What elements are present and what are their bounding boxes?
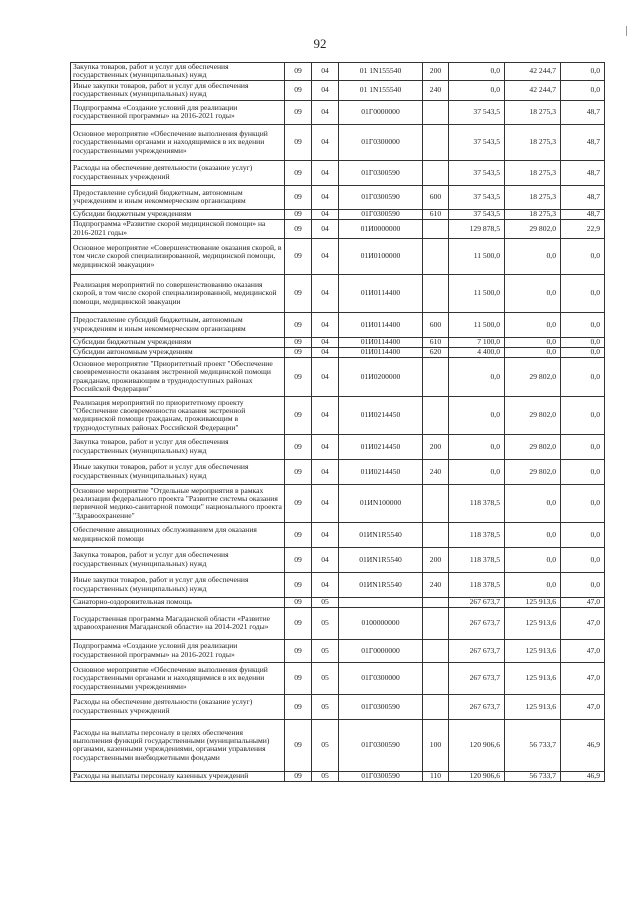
section-code: 09 bbox=[285, 160, 312, 185]
row-description: Основное мероприятие "Приоритетный проект "Обеспечение своевременности оказания экстренной медицинской помощи гражданам, проживающим в труднодоступных районах Российской Федерации" bbox=[71, 357, 285, 396]
row-description: Расходы на выплаты персоналу казенных учреждений bbox=[71, 771, 285, 781]
table-row bbox=[71, 597, 605, 607]
expense-type-code: 240 bbox=[423, 572, 449, 597]
execution-percent: 48,7 bbox=[561, 124, 605, 160]
expense-type-code bbox=[423, 357, 449, 396]
section-code: 09 bbox=[285, 771, 312, 781]
amount-executed: 29 802,0 bbox=[505, 219, 561, 238]
subsection-code: 04 bbox=[312, 100, 339, 124]
execution-percent: 48,7 bbox=[561, 185, 605, 209]
table-row bbox=[71, 522, 605, 547]
amount-executed: 125 913,6 bbox=[505, 662, 561, 694]
subsection-code: 04 bbox=[312, 124, 339, 160]
execution-percent: 0,0 bbox=[561, 459, 605, 484]
section-code: 09 bbox=[285, 219, 312, 238]
execution-percent: 0,0 bbox=[561, 547, 605, 572]
row-description: Иные закупки товаров, работ и услуг для обеспечения государственных (муниципальных) нужд bbox=[71, 572, 285, 597]
row-description: Подпрограмма «Создание условий для реализации государственной программы» на 2016-2021 годы» bbox=[71, 639, 285, 662]
amount-executed: 56 733,7 bbox=[505, 719, 561, 771]
target-item-code: 01 1N155540 bbox=[339, 80, 423, 100]
section-code: 09 bbox=[285, 357, 312, 396]
row-description: Иные закупки товаров, работ и услуг для обеспечения государственных (муниципальных) нужд bbox=[71, 80, 285, 100]
table-row bbox=[71, 484, 605, 522]
expense-type-code: 200 bbox=[423, 547, 449, 572]
table-row bbox=[71, 662, 605, 694]
amount-plan: 118 378,5 bbox=[449, 572, 505, 597]
row-description: Реализация мероприятий по совершенствованию оказания скорой, в том числе скорой специализированной, медицинской помощи, медицинской эвакуации bbox=[71, 274, 285, 312]
execution-percent: 0,0 bbox=[561, 396, 605, 434]
execution-percent: 0,0 bbox=[561, 484, 605, 522]
subsection-code: 04 bbox=[312, 312, 339, 337]
target-item-code: 01И0214450 bbox=[339, 459, 423, 484]
row-description: Предоставление субсидий бюджетным, автономным учреждениям и иным некоммерческим организациям bbox=[71, 312, 285, 337]
budget-table bbox=[70, 62, 605, 782]
section-code: 09 bbox=[285, 100, 312, 124]
execution-percent: 0,0 bbox=[561, 274, 605, 312]
table-body bbox=[71, 63, 605, 782]
expense-type-code: 620 bbox=[423, 347, 449, 357]
expense-type-code bbox=[423, 522, 449, 547]
amount-executed: 18 275,3 bbox=[505, 209, 561, 219]
amount-plan: 11 500,0 bbox=[449, 238, 505, 274]
section-code: 09 bbox=[285, 337, 312, 347]
subsection-code: 04 bbox=[312, 160, 339, 185]
row-description: Иные закупки товаров, работ и услуг для обеспечения государственных (муниципальных) нужд bbox=[71, 459, 285, 484]
row-description: Основное мероприятие «Обеспечение выполнения функций государственными органами и находящимися в их ведении государственными учреждениями» bbox=[71, 124, 285, 160]
amount-executed: 18 275,3 bbox=[505, 160, 561, 185]
execution-percent: 47,0 bbox=[561, 639, 605, 662]
amount-plan: 267 673,7 bbox=[449, 662, 505, 694]
subsection-code: 05 bbox=[312, 639, 339, 662]
section-code: 09 bbox=[285, 347, 312, 357]
section-code: 09 bbox=[285, 694, 312, 719]
table-row bbox=[71, 160, 605, 185]
expense-type-code bbox=[423, 396, 449, 434]
expense-type-code bbox=[423, 694, 449, 719]
target-item-code: 01Г0300000 bbox=[339, 662, 423, 694]
amount-plan: 0,0 bbox=[449, 357, 505, 396]
row-description: Подпрограмма «Развитие скорой медицинской помощи» на 2016-2021 годы» bbox=[71, 219, 285, 238]
target-item-code: 01Г0300590 bbox=[339, 694, 423, 719]
amount-plan: 118 378,5 bbox=[449, 547, 505, 572]
section-code: 09 bbox=[285, 547, 312, 572]
expense-type-code: 240 bbox=[423, 459, 449, 484]
subsection-code: 04 bbox=[312, 185, 339, 209]
section-code: 09 bbox=[285, 522, 312, 547]
target-item-code: 01И0214450 bbox=[339, 396, 423, 434]
subsection-code: 04 bbox=[312, 337, 339, 347]
subsection-code: 05 bbox=[312, 771, 339, 781]
amount-executed: 125 913,6 bbox=[505, 639, 561, 662]
row-description: Основное мероприятие «Совершенствование оказания скорой, в том числе скорой специализированной, медицинской помощи, медицинской эвакуации» bbox=[71, 238, 285, 274]
row-description: Субсидии автономным учреждениям bbox=[71, 347, 285, 357]
table-row bbox=[71, 459, 605, 484]
table-row bbox=[71, 396, 605, 434]
row-description: Закупка товаров, работ и услуг для обеспечения государственных (муниципальных) нужд bbox=[71, 547, 285, 572]
target-item-code: 01И0114400 bbox=[339, 347, 423, 357]
section-code: 09 bbox=[285, 209, 312, 219]
target-item-code: 01Г0300590 bbox=[339, 209, 423, 219]
target-item-code: 01ИN1R5540 bbox=[339, 522, 423, 547]
table-row bbox=[71, 639, 605, 662]
table-row bbox=[71, 209, 605, 219]
amount-plan: 129 878,5 bbox=[449, 219, 505, 238]
table-row bbox=[71, 312, 605, 337]
amount-executed: 29 802,0 bbox=[505, 459, 561, 484]
expense-type-code: 200 bbox=[423, 434, 449, 459]
row-description: Санаторно-оздоровительная помощь bbox=[71, 597, 285, 607]
amount-executed: 0,0 bbox=[505, 274, 561, 312]
expense-type-code: 610 bbox=[423, 337, 449, 347]
row-description: Обеспечение авиационных обслуживанием для оказания медицинской помощи bbox=[71, 522, 285, 547]
amount-executed: 42 244,7 bbox=[505, 80, 561, 100]
table-row bbox=[71, 100, 605, 124]
section-code: 09 bbox=[285, 274, 312, 312]
expense-type-code bbox=[423, 274, 449, 312]
amount-executed: 0,0 bbox=[505, 547, 561, 572]
amount-executed: 29 802,0 bbox=[505, 357, 561, 396]
section-code: 09 bbox=[285, 459, 312, 484]
amount-plan: 118 378,5 bbox=[449, 484, 505, 522]
amount-plan: 0,0 bbox=[449, 63, 505, 81]
row-description: Основное мероприятие «Обеспечение выполнения функций государственными органами и находящимися в их ведении государственными учреждениями» bbox=[71, 662, 285, 694]
section-code: 09 bbox=[285, 607, 312, 639]
amount-plan: 120 906,6 bbox=[449, 719, 505, 771]
target-item-code: 01Г0300590 bbox=[339, 185, 423, 209]
expense-type-code bbox=[423, 607, 449, 639]
subsection-code: 05 bbox=[312, 719, 339, 771]
execution-percent: 0,0 bbox=[561, 572, 605, 597]
amount-plan: 0,0 bbox=[449, 459, 505, 484]
execution-percent: 47,0 bbox=[561, 607, 605, 639]
page-number: 92 bbox=[313, 36, 327, 51]
target-item-code: 01Г0300590 bbox=[339, 160, 423, 185]
amount-executed: 18 275,3 bbox=[505, 100, 561, 124]
amount-plan: 4 400,0 bbox=[449, 347, 505, 357]
execution-percent: 0,0 bbox=[561, 312, 605, 337]
target-item-code: 01Г0000000 bbox=[339, 100, 423, 124]
expense-type-code bbox=[423, 100, 449, 124]
section-code: 09 bbox=[285, 572, 312, 597]
target-item-code: 01И0100000 bbox=[339, 238, 423, 274]
table-row bbox=[71, 719, 605, 771]
expense-type-code bbox=[423, 662, 449, 694]
subsection-code: 04 bbox=[312, 209, 339, 219]
execution-percent: 0,0 bbox=[561, 434, 605, 459]
section-code: 09 bbox=[285, 719, 312, 771]
subsection-code: 04 bbox=[312, 238, 339, 274]
expense-type-code bbox=[423, 484, 449, 522]
target-item-code: 01И0114400 bbox=[339, 312, 423, 337]
section-code: 09 bbox=[285, 434, 312, 459]
table-row bbox=[71, 274, 605, 312]
amount-plan: 37 543,5 bbox=[449, 124, 505, 160]
target-item-code: 01Г0300000 bbox=[339, 124, 423, 160]
table-row bbox=[71, 434, 605, 459]
expense-type-code: 600 bbox=[423, 185, 449, 209]
amount-executed: 125 913,6 bbox=[505, 694, 561, 719]
expense-type-code: 600 bbox=[423, 312, 449, 337]
amount-executed: 0,0 bbox=[505, 337, 561, 347]
expense-type-code: 100 bbox=[423, 719, 449, 771]
amount-executed: 56 733,7 bbox=[505, 771, 561, 781]
target-item-code: 01ИN1R5540 bbox=[339, 572, 423, 597]
section-code: 09 bbox=[285, 185, 312, 209]
expense-type-code: 200 bbox=[423, 63, 449, 81]
table-row bbox=[71, 357, 605, 396]
execution-percent: 0,0 bbox=[561, 357, 605, 396]
amount-plan: 37 543,5 bbox=[449, 209, 505, 219]
amount-plan: 0,0 bbox=[449, 434, 505, 459]
target-item-code bbox=[339, 597, 423, 607]
amount-executed: 18 275,3 bbox=[505, 124, 561, 160]
section-code: 09 bbox=[285, 238, 312, 274]
execution-percent: 47,0 bbox=[561, 694, 605, 719]
row-description: Субсидии бюджетным учреждениям bbox=[71, 209, 285, 219]
amount-plan: 37 543,5 bbox=[449, 100, 505, 124]
amount-plan: 267 673,7 bbox=[449, 607, 505, 639]
amount-executed: 0,0 bbox=[505, 238, 561, 274]
amount-plan: 120 906,6 bbox=[449, 771, 505, 781]
execution-percent: 48,7 bbox=[561, 100, 605, 124]
expense-type-code bbox=[423, 597, 449, 607]
execution-percent: 48,7 bbox=[561, 209, 605, 219]
execution-percent: 0,0 bbox=[561, 63, 605, 81]
table-row bbox=[71, 337, 605, 347]
execution-percent: 0,0 bbox=[561, 337, 605, 347]
target-item-code: 01И0214450 bbox=[339, 434, 423, 459]
amount-plan: 267 673,7 bbox=[449, 694, 505, 719]
expense-type-code bbox=[423, 219, 449, 238]
table-row bbox=[71, 124, 605, 160]
subsection-code: 04 bbox=[312, 80, 339, 100]
table-row bbox=[71, 185, 605, 209]
subsection-code: 04 bbox=[312, 357, 339, 396]
table-row bbox=[71, 694, 605, 719]
expense-type-code bbox=[423, 124, 449, 160]
section-code: 09 bbox=[285, 662, 312, 694]
section-code: 09 bbox=[285, 396, 312, 434]
subsection-code: 04 bbox=[312, 547, 339, 572]
subsection-code: 04 bbox=[312, 484, 339, 522]
expense-type-code: 110 bbox=[423, 771, 449, 781]
amount-executed: 0,0 bbox=[505, 484, 561, 522]
execution-percent: 46,9 bbox=[561, 719, 605, 771]
target-item-code: 0100000000 bbox=[339, 607, 423, 639]
row-description: Расходы на обеспечение деятельности (оказание услуг) государственных учреждений bbox=[71, 160, 285, 185]
section-code: 09 bbox=[285, 80, 312, 100]
subsection-code: 05 bbox=[312, 662, 339, 694]
amount-plan: 267 673,7 bbox=[449, 597, 505, 607]
expense-type-code bbox=[423, 238, 449, 274]
amount-executed: 125 913,6 bbox=[505, 597, 561, 607]
amount-executed: 0,0 bbox=[505, 572, 561, 597]
execution-percent: 22,9 bbox=[561, 219, 605, 238]
section-code: 09 bbox=[285, 484, 312, 522]
amount-executed: 125 913,6 bbox=[505, 607, 561, 639]
target-item-code: 01И0200000 bbox=[339, 357, 423, 396]
subsection-code: 05 bbox=[312, 597, 339, 607]
amount-plan: 0,0 bbox=[449, 80, 505, 100]
row-description: Расходы на обеспечение деятельности (оказание услуг) государственных учреждений bbox=[71, 694, 285, 719]
subsection-code: 04 bbox=[312, 396, 339, 434]
subsection-code: 05 bbox=[312, 694, 339, 719]
row-description: Подпрограмма «Создание условий для реализации государственной программы» на 2016-2021 годы» bbox=[71, 100, 285, 124]
amount-plan: 118 378,5 bbox=[449, 522, 505, 547]
target-item-code: 01 1N155540 bbox=[339, 63, 423, 81]
target-item-code: 01Г0300590 bbox=[339, 771, 423, 781]
section-code: 09 bbox=[285, 124, 312, 160]
amount-plan: 7 100,0 bbox=[449, 337, 505, 347]
expense-type-code: 610 bbox=[423, 209, 449, 219]
amount-executed: 18 275,3 bbox=[505, 185, 561, 209]
amount-executed: 29 802,0 bbox=[505, 434, 561, 459]
amount-plan: 37 543,5 bbox=[449, 160, 505, 185]
amount-plan: 11 500,0 bbox=[449, 274, 505, 312]
section-code: 09 bbox=[285, 312, 312, 337]
target-item-code: 01ИN100000 bbox=[339, 484, 423, 522]
subsection-code: 04 bbox=[312, 434, 339, 459]
execution-percent: 0,0 bbox=[561, 522, 605, 547]
row-description: Расходы на выплаты персоналу в целях обеспечения выполнения функций государственными (муниципальными) органами, казенными учреждениями, органами управления государственными внебюджетными фондами bbox=[71, 719, 285, 771]
section-code: 09 bbox=[285, 597, 312, 607]
subsection-code: 04 bbox=[312, 274, 339, 312]
row-description: Государственная программа Магаданской области «Развитие здравоохранения Магаданской области» на 2014-2021 годы» bbox=[71, 607, 285, 639]
table-row bbox=[71, 547, 605, 572]
row-description: Реализация мероприятий по приоритетному проекту "Обеспечение своевременности оказания экстренной медицинской помощи гражданам, проживающим в труднодоступных районах Российской Федерации" bbox=[71, 396, 285, 434]
row-description: Закупка товаров, работ и услуг для обеспечения государственных (муниципальных) нужд bbox=[71, 63, 285, 81]
amount-executed: 0,0 bbox=[505, 312, 561, 337]
execution-percent: 0,0 bbox=[561, 238, 605, 274]
expense-type-code: 240 bbox=[423, 80, 449, 100]
row-description: Субсидии бюджетным учреждениям bbox=[71, 337, 285, 347]
target-item-code: 01И0114400 bbox=[339, 274, 423, 312]
execution-percent: 46,9 bbox=[561, 771, 605, 781]
subsection-code: 04 bbox=[312, 522, 339, 547]
subsection-code: 04 bbox=[312, 459, 339, 484]
amount-executed: 42 244,7 bbox=[505, 63, 561, 81]
execution-percent: 48,7 bbox=[561, 160, 605, 185]
amount-plan: 37 543,5 bbox=[449, 185, 505, 209]
table-row bbox=[71, 607, 605, 639]
target-item-code: 01ИN1R5540 bbox=[339, 547, 423, 572]
amount-executed: 0,0 bbox=[505, 522, 561, 547]
subsection-code: 04 bbox=[312, 63, 339, 81]
subsection-code: 04 bbox=[312, 572, 339, 597]
table-row bbox=[71, 219, 605, 238]
table-row bbox=[71, 771, 605, 781]
scan-mark bbox=[626, 26, 627, 36]
subsection-code: 04 bbox=[312, 219, 339, 238]
amount-plan: 11 500,0 bbox=[449, 312, 505, 337]
amount-executed: 29 802,0 bbox=[505, 396, 561, 434]
row-description: Основное мероприятие "Отдельные мероприятия в рамках реализации федерального проекта "Развитие системы оказания первичной медико-санитарной помощи" национального проекта "Здравоохранение" bbox=[71, 484, 285, 522]
expense-type-code bbox=[423, 160, 449, 185]
execution-percent: 47,0 bbox=[561, 597, 605, 607]
table-row bbox=[71, 80, 605, 100]
amount-plan: 0,0 bbox=[449, 396, 505, 434]
expense-type-code bbox=[423, 639, 449, 662]
table-row bbox=[71, 572, 605, 597]
row-description: Закупка товаров, работ и услуг для обеспечения государственных (муниципальных) нужд bbox=[71, 434, 285, 459]
execution-percent: 0,0 bbox=[561, 80, 605, 100]
table-row bbox=[71, 238, 605, 274]
execution-percent: 47,0 bbox=[561, 662, 605, 694]
section-code: 09 bbox=[285, 63, 312, 81]
target-item-code: 01И0000000 bbox=[339, 219, 423, 238]
table-row bbox=[71, 347, 605, 357]
target-item-code: 01Г0000000 bbox=[339, 639, 423, 662]
table-row bbox=[71, 63, 605, 81]
subsection-code: 05 bbox=[312, 607, 339, 639]
execution-percent: 0,0 bbox=[561, 347, 605, 357]
amount-executed: 0,0 bbox=[505, 347, 561, 357]
amount-plan: 267 673,7 bbox=[449, 639, 505, 662]
target-item-code: 01Г0300590 bbox=[339, 719, 423, 771]
row-description: Предоставление субсидий бюджетным, автономным учреждениям и иным некоммерческим организациям bbox=[71, 185, 285, 209]
target-item-code: 01И0114400 bbox=[339, 337, 423, 347]
subsection-code: 04 bbox=[312, 347, 339, 357]
section-code: 09 bbox=[285, 639, 312, 662]
